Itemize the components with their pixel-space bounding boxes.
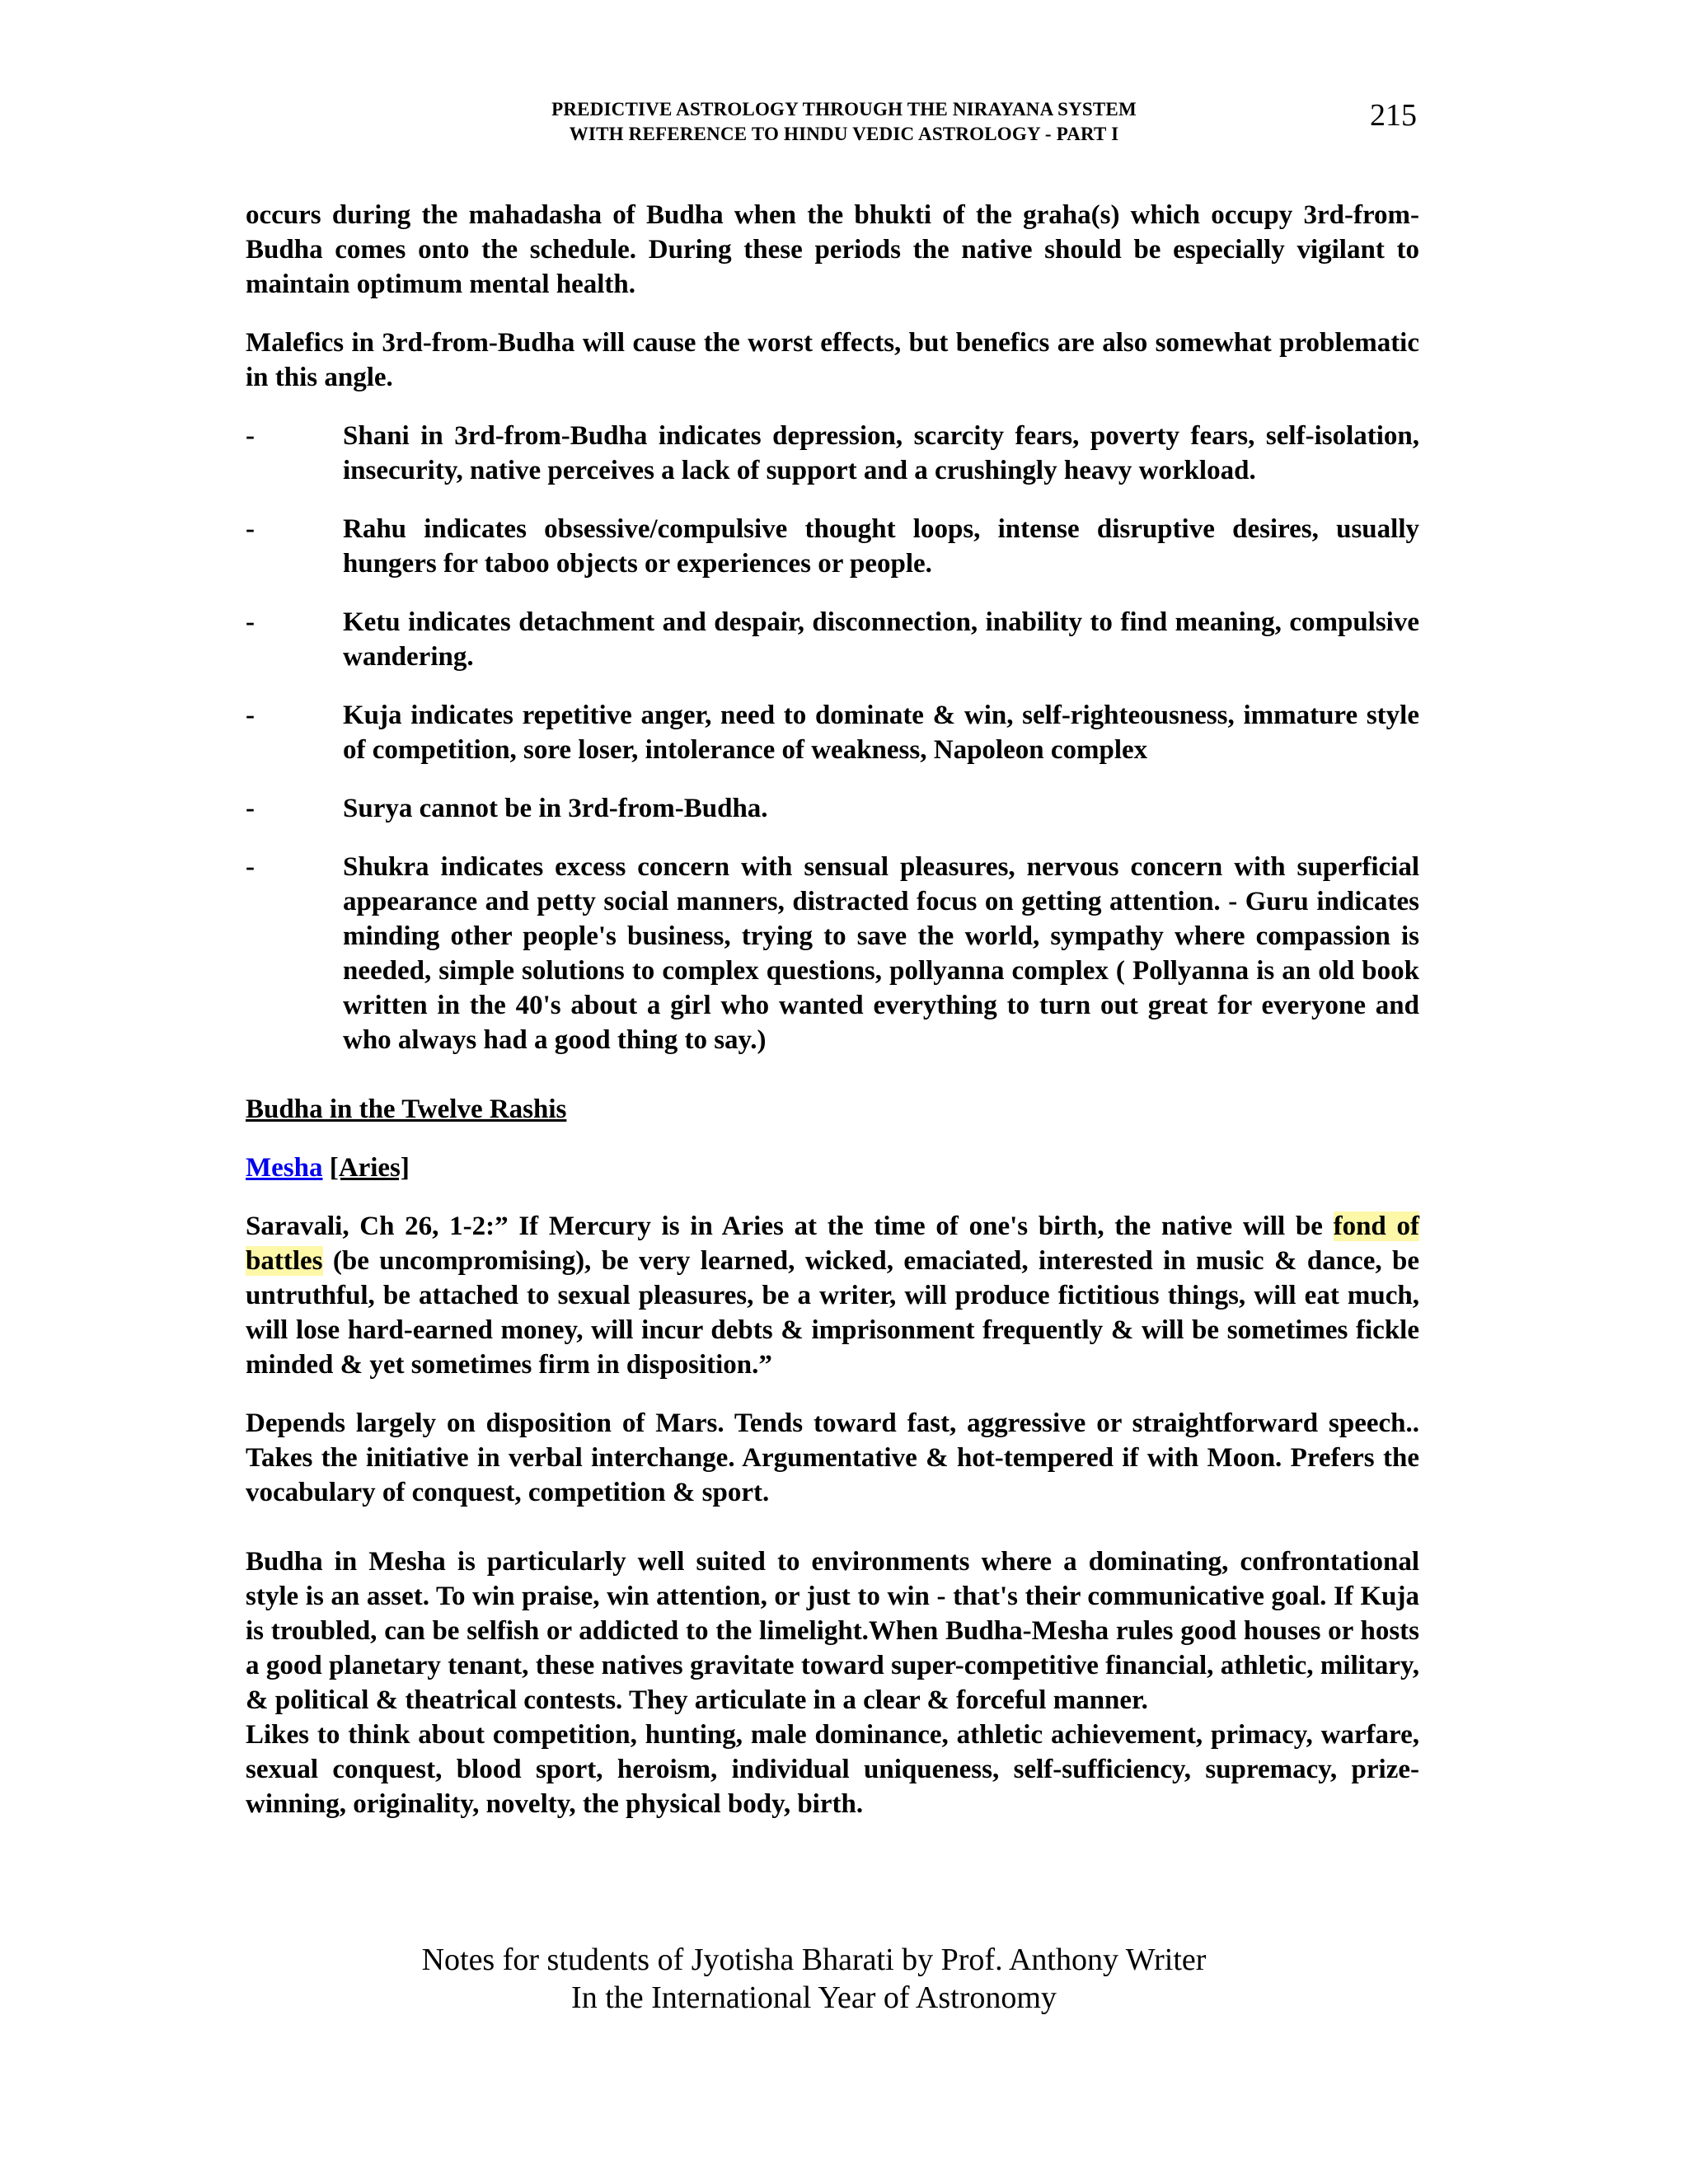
bullet-text: Rahu indicates obsessive/compulsive thought loops, intense disruptive desires, usually hungers for taboo objects or experiences or people. [343,514,1419,579]
bullet-dash: - [246,852,255,882]
paragraph-continuation: occurs during the mahadasha of Budha when the bhukti of the graha(s) which occupy 3rd-from-Budha comes onto the schedule. During these periods the native should be especially vigilant to maintain optimum mental health. [246,200,1419,299]
bullet-dash: - [246,794,255,823]
mesha-link[interactable]: Mesha [246,1153,323,1183]
bullet-dash: - [246,607,255,637]
saravali-text-pre: Saravali, Ch 26, 1-2:” If Mercury is in Aries at the time of one's birth, the native will be [246,1212,1334,1241]
header-line-1: PREDICTIVE ASTROLOGY THROUGH THE NIRAYANA SYSTEM [551,99,1137,120]
bullet-kuja [246,698,1419,767]
subheading-mesha [246,1151,1419,1185]
bullet-shani [246,419,1419,488]
bullet-text: Shukra indicates excess concern with sensual pleasures, nervous concern with superficial appearance and petty social manners, distracted focus on getting attention. - Guru indicates minding other people's business, trying to save the world, sympathy where compassion is needed, simple solutions to complex questions, pollyanna complex ( Pollyanna is an old book written in the 40's about a girl who wanted everything to turn out great for everyone and who always had a good thing to say.) [343,852,1419,1055]
page-number: 215 [1370,98,1417,133]
bullet-ketu [246,605,1419,674]
section-heading-text: Budha in the Twelve Rashis [246,1094,567,1124]
page-body [246,198,1419,1845]
page-footer [0,1941,1628,2017]
bullet-text: Surya cannot be in 3rd-from-Budha. [343,794,768,823]
saravali-text-post: (be uncompromising), be very learned, wicked, emaciated, interested in music & dance, be untruthful, be attached to sexual pleasures, be a writer, will produce fictitious things, will eat much, will lose hard-earned money, will incur debts & imprisonment frequently & will be sometimes fickle minded & yet sometimes firm in disposition.” [246,1246,1419,1380]
spacer [246,1081,1419,1092]
header-line-2: WITH REFERENCE TO HINDU VEDIC ASTROLOGY - PART I [569,124,1119,144]
footer-line-2: In the International Year of Astronomy [571,1980,1057,2015]
bullet-rahu [246,512,1419,581]
bullet-shukra-guru [246,850,1419,1057]
paragraph-saravali [246,1209,1419,1382]
section-heading [246,1092,1419,1127]
bullet-text: Shani in 3rd-from-Budha indicates depression, scarcity fears, poverty fears, self-isolation, insecurity, native perceives a lack of support and a crushingly heavy workload. [343,421,1419,485]
bullet-surya [246,791,1419,826]
running-header [0,97,1688,147]
bullet-dash: - [246,514,255,544]
bullet-text: Kuja indicates repetitive anger, need to dominate & win, self-righteousness, immature style of competition, sore loser, intolerance of weakness, Napoleon complex [343,701,1419,765]
mesha-suffix: [Aries] [329,1153,410,1183]
paragraph-likes: Likes to think about competition, hunting, male dominance, athletic achievement, primacy, warfare, sexual conquest, blood sport, heroism, individual uniqueness, self-sufficiency, supremacy, prize-winning, originality, novelty, the physical body, birth. [246,1720,1419,1819]
bullet-dash: - [246,701,255,730]
paragraph-malefics: Malefics in 3rd-from-Budha will cause the worst effects, but benefics are also somewhat problematic in this angle. [246,328,1419,392]
paragraph-budha-in-mesha: Budha in Mesha is particularly well suited to environments where a dominating, confrontational style is an asset. To win praise, win attention, or just to win - that's their communicative goal. If Kuja is troubled, can be selfish or addicted to the limelight.When Budha-Mesha rules good houses or hosts a good planetary tenant, these natives gravitate toward super-competitive financial, athletic, military, & political & theatrical contests. They articulate in a clear & forceful manner. [246,1547,1419,1715]
bullet-dash: - [246,421,255,451]
bullet-text: Ketu indicates detachment and despair, disconnection, inability to find meaning, compulsive wandering. [343,607,1419,672]
footer-line-1: Notes for students of Jyotisha Bharati by Prof. Anthony Writer [421,1943,1207,1977]
paragraph-depends: Depends largely on disposition of Mars. Tends toward fast, aggressive or straightforward speech.. Takes the initiative in verbal interchange. Argumentative & hot-tempered if with Moon. Prefers the vocabulary of conquest, competition & sport. [246,1408,1419,1507]
highlighted-text: fond of battles [246,1212,1419,1276]
